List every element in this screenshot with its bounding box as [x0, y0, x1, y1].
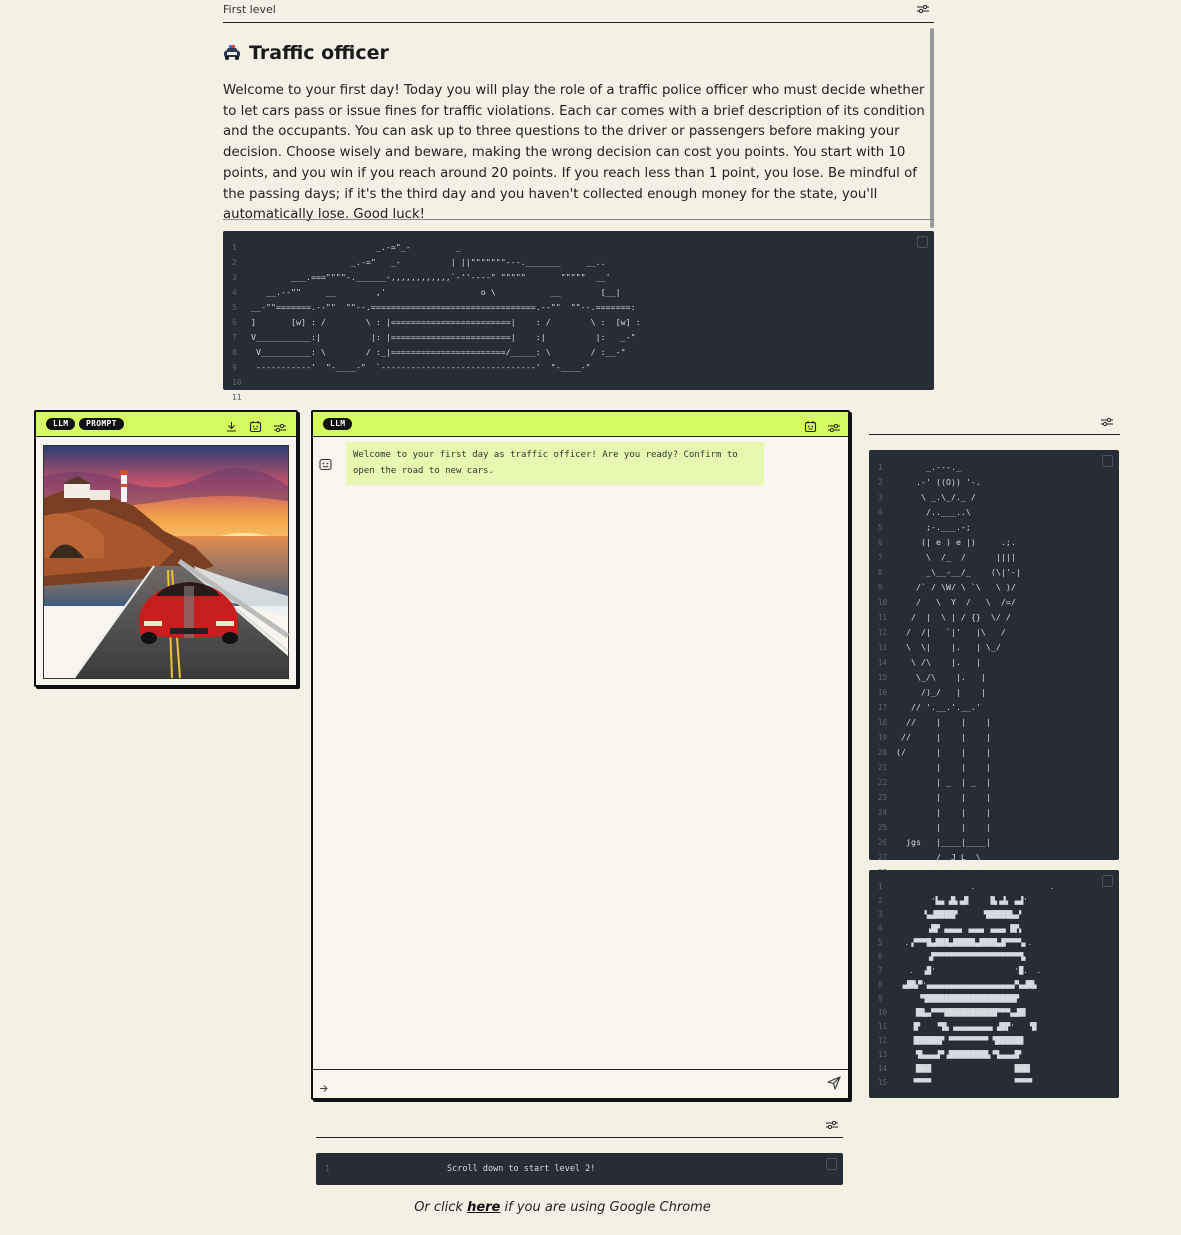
line-number: 8	[232, 348, 237, 357]
code-line: ;-.___.-;	[896, 522, 971, 532]
line-number: 5	[878, 938, 883, 947]
code-line: . ▗█' '█. .	[896, 966, 1041, 975]
code-line: | | |	[896, 807, 991, 817]
line-number: 7	[878, 553, 883, 562]
code-line: ▐█▙▄▀▀▀████████████▀▀▀▄▟█▌	[896, 1008, 1028, 1017]
code-line: ▗▛▀▀▀▀▀▀▀▀▀▀▀▀▀▀▀▀▀▀▀▜▖	[896, 952, 1028, 961]
chat-input-bar	[313, 1069, 848, 1098]
section-header	[316, 1114, 843, 1138]
ascii-officer-code-block	[869, 450, 1119, 860]
line-number: 6	[878, 538, 883, 547]
panel-header	[313, 412, 848, 437]
code-line: -----------' "-____-" `-------------------------------' "-____-"	[251, 362, 591, 372]
code-line: / /| `|' |\ /	[896, 627, 1006, 637]
chrome-note	[0, 1200, 1125, 1215]
code-content	[223, 231, 934, 405]
line-number: 17	[878, 703, 888, 712]
line-number: 15	[878, 1078, 888, 1087]
line-number: 10	[878, 598, 888, 607]
line-number: 25	[878, 823, 888, 832]
line-number: 10	[878, 1008, 888, 1017]
image-panel	[34, 410, 298, 687]
generated-car-image	[43, 445, 289, 679]
chat-input[interactable]	[333, 1074, 817, 1094]
bot-menu-icon[interactable]	[249, 418, 262, 431]
code-line: | | |	[896, 762, 991, 772]
code-line: / | \ | / {} \/ /	[896, 612, 1011, 622]
line-number: 2	[232, 258, 237, 267]
code-line: ] [w] : / \ : |========================| : / \ : [w] :	[251, 317, 641, 327]
line-number: 10	[232, 378, 242, 387]
code-line: ▗█▛ ▄▄▄▄ ▗▄▄▄ ▗▄▄▄ █▛▖	[896, 924, 1024, 933]
code-line: (| e ) e |) .;.	[896, 537, 1016, 547]
line-number: 20	[878, 748, 888, 757]
ascii-car-code-block	[223, 231, 934, 402]
line-number: 24	[878, 808, 888, 817]
line-number: 5	[232, 303, 237, 312]
line-number: 22	[878, 778, 888, 787]
code-line: (/ | | |	[896, 747, 991, 757]
code-content	[869, 450, 1119, 880]
title-text: Traffic officer	[249, 42, 389, 64]
line-number: 18	[878, 718, 888, 727]
police-car-icon	[223, 44, 241, 66]
line-number: 13	[878, 1050, 888, 1059]
section-header	[223, 0, 934, 23]
code-line: jgs |____|____|	[896, 837, 991, 847]
code-line: \ \| |. | \_/	[896, 642, 1001, 652]
line-number: 23	[878, 793, 888, 802]
line-number: 13	[878, 643, 888, 652]
line-number: 1	[878, 882, 883, 891]
line-number: 2	[878, 896, 883, 905]
line-number: 9	[878, 583, 883, 592]
line-number: 14	[878, 658, 888, 667]
code-content	[316, 1153, 843, 1185]
line-number: 7	[878, 966, 883, 975]
line-number: 12	[878, 1036, 888, 1045]
chat-bubble-text: Welcome to your first day as traffic officer! Are you ready? Confirm to open the road to new cars.	[346, 442, 764, 485]
page-title	[223, 42, 389, 66]
settings-sliders-icon[interactable]	[828, 418, 841, 431]
llm-badge: LLM	[323, 418, 352, 430]
copy-icon[interactable]	[826, 1158, 837, 1170]
line-number: 26	[878, 838, 888, 847]
code-line: V__________: \ / :_|=======================/_____: \ / :__-"	[251, 347, 626, 357]
line-number: 2	[878, 478, 883, 487]
arrow-right-icon	[319, 1078, 328, 1097]
settings-sliders-icon[interactable]	[826, 1120, 840, 1130]
line-number: 11	[232, 393, 242, 402]
code-line: \ /_ / ||||	[896, 552, 1016, 562]
code-line: \ /\ |. |	[896, 657, 981, 667]
line-number: 19	[878, 733, 888, 742]
line-number: 3	[878, 910, 883, 919]
bot-avatar-icon	[319, 456, 332, 469]
line-number: 1	[325, 1164, 330, 1173]
code-content	[869, 870, 1119, 1090]
copy-icon[interactable]	[917, 236, 928, 248]
line-number: 4	[232, 288, 237, 297]
settings-sliders-icon[interactable]	[1101, 417, 1115, 427]
code-line: /..___..\	[896, 507, 971, 517]
code-line: █▘ ▝▜▙ ▄▄▄▄▄▄▄▄▄ ▟█▛' ▝█	[896, 1022, 1037, 1031]
code-line: __-""=======.--"" ""--.=================================.--"" ""--.=======:	[251, 302, 636, 312]
llm-badge: LLM	[46, 418, 75, 430]
line-number: 27	[878, 853, 888, 862]
line-number: 5	[878, 523, 883, 532]
code-line: | | |	[896, 822, 991, 832]
code-line: _.-="_- _	[251, 242, 461, 252]
section-header	[869, 412, 1120, 435]
code-line: ▐███ ███▌	[896, 1064, 1033, 1073]
bot-menu-icon[interactable]	[804, 418, 817, 431]
line-number: 16	[878, 688, 888, 697]
code-line: / \ Y / \ /=/	[896, 597, 1016, 607]
code-line: ___.===""""-.______-,,,,,,,,,,,,`-''----" """"" """"" __'	[251, 272, 611, 282]
copy-icon[interactable]	[1102, 455, 1113, 467]
line-number: 12	[878, 628, 888, 637]
line-number: 4	[878, 924, 883, 933]
line-number: 8	[878, 568, 883, 577]
panel-header	[36, 412, 296, 437]
code-line: '▙▄ ▟▙▗▟▌ ▐▙▗▟▖ ▄▟'	[896, 896, 1028, 905]
prompt-badge: PROMPT	[79, 418, 124, 430]
code-line: | _ | _ |	[896, 777, 991, 787]
code-line: V___________:| |: |========================| :| |: _-"	[251, 332, 636, 342]
code-line: \ _.\_/._ /	[896, 492, 976, 502]
line-number: 1	[232, 243, 237, 252]
note-before: Or click	[414, 1200, 468, 1215]
settings-sliders-icon[interactable]	[917, 4, 931, 14]
code-line: ▝▜████████████████████▛	[896, 994, 1020, 1003]
line-number: 1	[878, 463, 883, 472]
note-after: if you are using Google Chrome	[500, 1200, 711, 1215]
line-number: 4	[878, 508, 883, 517]
code-line: // | | |	[896, 732, 991, 742]
code-line: ▗▟█▙▀'▄▄▄▄▄▄▄▄▄▄▄▄▄▄▄▄▄▄▄▄▀▄▟█▙	[896, 980, 1037, 989]
code-line: .-' ((O)) '-.	[896, 477, 981, 487]
code-line: \_/\ |. |	[896, 672, 986, 682]
code-line: ▝▄▟████▛ ▜█████▙▄▘	[896, 910, 1024, 919]
code-line: .▗▀▀▀█▄███▄█████▄████▄█▀▀▀▚▖.	[896, 938, 1033, 947]
settings-sliders-icon[interactable]	[274, 418, 287, 431]
line-number: 15	[878, 673, 888, 682]
code-line: __.--"" __ ,' o \ __ [__|	[251, 287, 621, 297]
line-number: 6	[878, 952, 883, 961]
line-number: 11	[878, 613, 888, 622]
code-line: / J L \	[896, 852, 981, 862]
divider	[223, 219, 934, 220]
code-line: // '.__.'.__.'	[896, 702, 981, 712]
chrome-here-link[interactable]: here	[467, 1200, 501, 1215]
send-icon[interactable]	[826, 1075, 842, 1091]
intro-paragraph: Welcome to your first day! Today you will play the role of a traffic police officer who must decide whether to let cars pass or issue fines for traffic violations. Each car comes with a brief description of its condition and the occupants. You can ask up to three questions to the driver or passengers before making your decision. Choose wisely and beware, making the wrong decision can cost you points. You start with 10 points, and you win if you reach around 20 points. If you reach less than 1 point, you lose. Be mindful of the passing days; if it's the third day and you haven't collected enough money for the state, you'll automatically lose. Good luck!	[223, 83, 925, 223]
line-number: 21	[878, 763, 888, 772]
code-line: _.-=" _- | ||"""""""---._______ __..	[251, 257, 606, 267]
line-number: 14	[878, 1064, 888, 1073]
code-line: ██████▛ ▀▀▀▀▀▀▀▀▀ ▜██████	[896, 1036, 1024, 1045]
code-line: ▝█▄▄▄▟▀▗█████████▖▀▙▄▄▄█▘	[896, 1050, 1024, 1059]
copy-icon[interactable]	[1102, 875, 1113, 887]
line-number: 3	[232, 273, 237, 282]
code-line: ▀▀▀▀ ▀▀▀▀	[896, 1078, 1033, 1087]
chat-panel	[311, 410, 850, 1100]
code-line: /)_/ | |	[896, 687, 986, 697]
section-label: First level	[223, 3, 276, 16]
line-number: 9	[878, 994, 883, 1003]
line-number: 7	[232, 333, 237, 342]
code-line: | | |	[896, 792, 991, 802]
code-line: // | | |	[896, 717, 991, 727]
line-number: 11	[878, 1022, 888, 1031]
next-level-text: Scroll down to start level 2!	[447, 1164, 596, 1174]
next-level-code-block	[316, 1153, 843, 1185]
line-number: 9	[232, 363, 237, 372]
code-line: _.---._	[896, 462, 961, 472]
line-number: 6	[232, 318, 237, 327]
line-number: 8	[878, 980, 883, 989]
download-icon[interactable]	[225, 418, 238, 431]
line-number: 3	[878, 493, 883, 502]
code-line: /` / \W/ \ `\ \ )/	[896, 582, 1016, 592]
code-line: . .	[896, 882, 1055, 891]
code-line: _\__-__/_ (\|'-|	[896, 567, 1021, 577]
ascii-vehicle-code-block	[869, 870, 1119, 1098]
